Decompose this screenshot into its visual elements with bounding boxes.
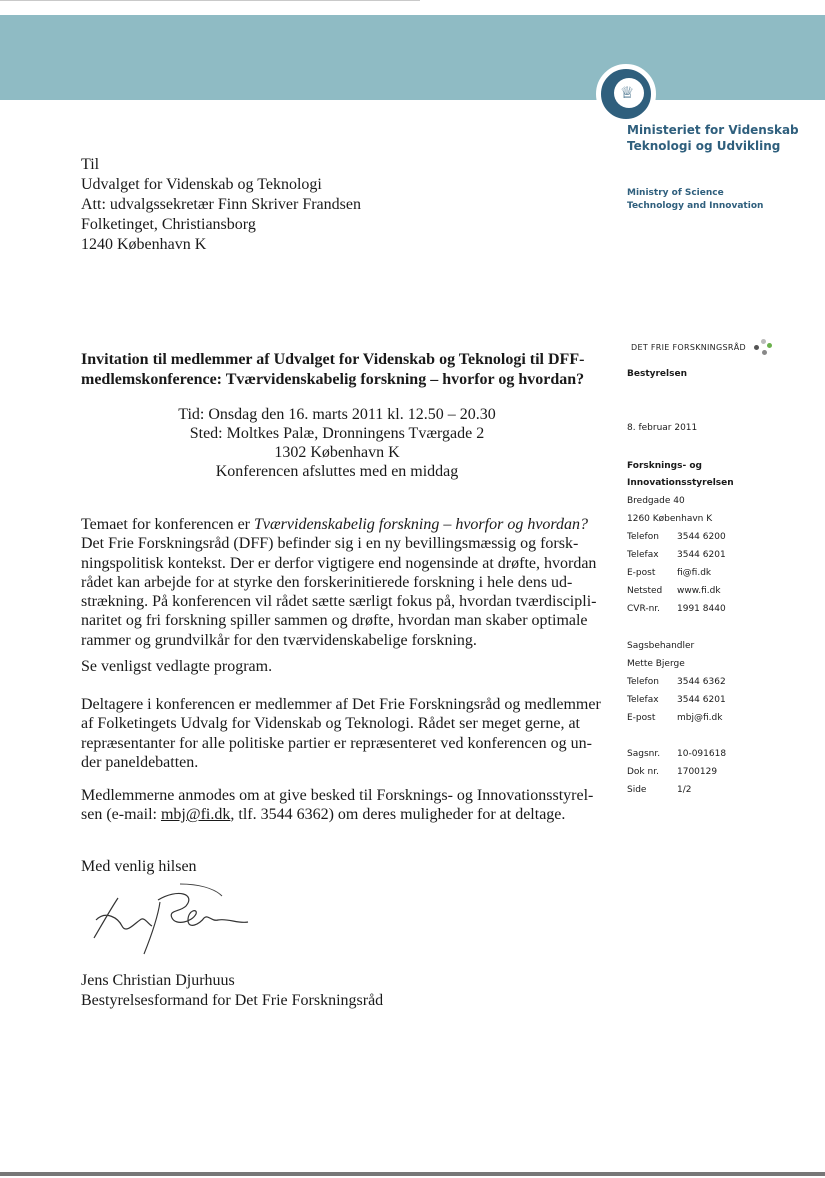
dff-name: DET FRIE FORSKNINGSRÅD <box>631 343 746 352</box>
address-row <box>627 510 817 528</box>
handler-row <box>627 691 817 709</box>
address-row <box>627 582 817 600</box>
case-reference-block <box>627 745 817 799</box>
ministry-da-line-1: Ministeriet for Videnskab <box>627 123 799 137</box>
case-value: 10-091618 <box>677 749 727 759</box>
logo-dot <box>761 339 766 344</box>
paragraph-rsvp <box>81 786 601 825</box>
paragraph-participants <box>81 695 601 772</box>
handwritten-signature <box>88 880 258 962</box>
paragraph-line: Det Frie Forskningsråd (DFF) befinder sig i en ny bevillingsmæssig og forsk- <box>81 535 579 553</box>
case-handler-block <box>627 637 817 727</box>
logo-dot <box>762 350 767 355</box>
paragraph-line: Deltagere i konferencen er medlemmer af Det Frie Forskningsråd og medlemmer <box>81 696 601 713</box>
recipient-line: Folketinget, Christiansborg <box>81 216 256 233</box>
address-row <box>627 492 817 510</box>
dff-logo-dots <box>752 339 774 357</box>
recipient-line: 1240 København K <box>81 236 207 253</box>
address-line: 1260 København K <box>627 514 713 524</box>
logo-dot <box>754 345 759 350</box>
address-line: Bredgade 40 <box>627 496 685 506</box>
paragraph-line: der paneldebatten. <box>81 753 199 771</box>
recipient-line: Att: udvalgssekretær Finn Skriver Frandsen <box>81 196 361 213</box>
handler-name: Mette Bjerge <box>627 659 685 669</box>
address-key: Telefon <box>627 532 659 542</box>
address-row <box>627 546 817 564</box>
paragraph-line <box>81 805 601 824</box>
address-row <box>627 600 817 618</box>
logo-dot <box>767 343 772 348</box>
ministry-da-line-2: Teknologi og Udvikling <box>627 139 781 153</box>
agency-line-2: Innovationsstyrelsen <box>627 478 734 488</box>
paragraph-line: Medlemmerne anmodes om at give besked til Forsknings- og Innovationsstyrel- <box>81 787 594 804</box>
address-row <box>627 528 817 546</box>
subject-line-1: Invitation til medlemmer af Udvalget for Videnskab og Teknologi til DFF- <box>81 351 585 368</box>
case-row <box>627 745 817 763</box>
address-key: CVR-nr. <box>627 604 661 614</box>
ministry-en-line-2: Technology and Innovation <box>627 201 764 211</box>
board-label: Bestyrelsen <box>627 369 687 379</box>
handler-label: Sagsbehandler <box>627 641 695 651</box>
handler-value: 3544 6362 <box>677 677 726 687</box>
agency-line-1: Forsknings- og <box>627 461 702 471</box>
event-details <box>81 405 593 481</box>
email-link[interactable]: mbj@fi.dk <box>160 806 231 824</box>
case-row <box>627 781 817 799</box>
signer-title: Bestyrelsesformand for Det Frie Forskningsråd <box>81 992 384 1009</box>
agency-address-block <box>627 492 817 618</box>
address-key: Netsted <box>627 586 663 596</box>
paragraph-theme <box>81 515 601 650</box>
address-value: 3544 6200 <box>677 532 726 542</box>
header-band <box>0 15 825 100</box>
handler-row <box>627 709 817 727</box>
address-key: Telefax <box>627 550 659 560</box>
letter-date: 8. februar 2011 <box>627 423 698 433</box>
ministry-logo <box>596 64 656 124</box>
paragraph-line: strækning. På konferencen vil rådet sætte særligt fokus på, hvordan tværdiscipli- <box>81 593 597 611</box>
handler-key: Telefax <box>627 695 659 705</box>
recipient-address <box>81 155 401 255</box>
signer-name: Jens Christian Djurhuus <box>81 972 235 989</box>
case-key: Dok nr. <box>627 767 659 777</box>
recipient-line: Til <box>81 156 100 173</box>
event-time: Tid: Onsdag den 16. marts 2011 kl. 12.50 – 20.30 <box>178 406 496 423</box>
theme-title: Tværvidenskabelig forskning – hvorfor og hvordan? <box>254 516 589 533</box>
handler-row <box>627 637 817 655</box>
paragraph-line: naritet og fri forskning spiller sammen og drøfte, hvordan man skaber optimale <box>81 612 588 630</box>
theme-lead: Temaet for konferencen er <box>81 516 254 533</box>
event-dinner-note: Konferencen afsluttes med en middag <box>215 463 459 480</box>
handler-value: 3544 6201 <box>677 695 726 705</box>
crown-icon: ♕ <box>620 83 635 102</box>
ministry-name-english <box>627 187 817 213</box>
paragraph-line: af Folketingets Udvalg for Videnskab og Teknologi. Rådet ser meget gerne, at <box>81 715 580 733</box>
subject-line-2: medlemskonference: Tværvidenskabelig forskning – hvorfor og hvordan? <box>81 371 585 388</box>
paragraph-program <box>81 657 601 676</box>
recipient-line: Udvalget for Videnskab og Teknologi <box>81 176 322 193</box>
address-key: E-post <box>627 568 656 578</box>
paragraph-line: rammer og grundvilkår for den tværvidenskabelige forskning. <box>81 631 477 649</box>
paragraph-line <box>81 515 601 534</box>
handler-key: E-post <box>627 713 656 723</box>
ministry-en-line-1: Ministry of Science <box>627 188 724 198</box>
case-row <box>627 763 817 781</box>
rsvp-post: , tlf. 3544 6362) om deres muligheder for at deltage. <box>230 806 566 824</box>
closing-greeting: Med venlig hilsen <box>81 858 197 875</box>
address-value[interactable]: fi@fi.dk <box>677 568 712 578</box>
paragraph-line: ningspolitisk kontekst. Der er derfor vigtigere end nogensinde at drøfte, hvordan <box>81 554 597 572</box>
bottom-edge <box>0 1172 825 1176</box>
event-postcode: 1302 København K <box>274 444 400 461</box>
rsvp-pre: sen (e-mail: <box>81 806 161 824</box>
address-value[interactable]: www.fi.dk <box>677 586 721 596</box>
case-value: 1700129 <box>677 767 718 777</box>
top-rule <box>0 0 420 1</box>
case-value: 1/2 <box>677 785 692 795</box>
event-place: Sted: Moltkes Palæ, Dronningens Tværgade 2 <box>189 425 485 442</box>
paragraph-line: rådet kan arbejde for at styrke den forskerinitierede forskning i hele dens ud- <box>81 573 573 591</box>
handler-row <box>627 673 817 691</box>
case-key: Sagsnr. <box>627 749 661 759</box>
handler-key: Telefon <box>627 677 659 687</box>
address-value: 1991 8440 <box>677 604 726 614</box>
case-key: Side <box>627 785 647 795</box>
paragraph-line: Se venligst vedlagte program. <box>81 658 273 675</box>
handler-value[interactable]: mbj@fi.dk <box>677 713 723 723</box>
agency-name <box>627 458 817 492</box>
letter-subject <box>81 350 601 390</box>
paragraph-line: repræsentanter for alle politiske partier er repræsenteret ved konferencen og un- <box>81 734 592 752</box>
address-value: 3544 6201 <box>677 550 726 560</box>
address-row <box>627 564 817 582</box>
handler-row <box>627 655 817 673</box>
ministry-name-danish <box>627 122 817 154</box>
signer-block <box>81 971 383 1011</box>
